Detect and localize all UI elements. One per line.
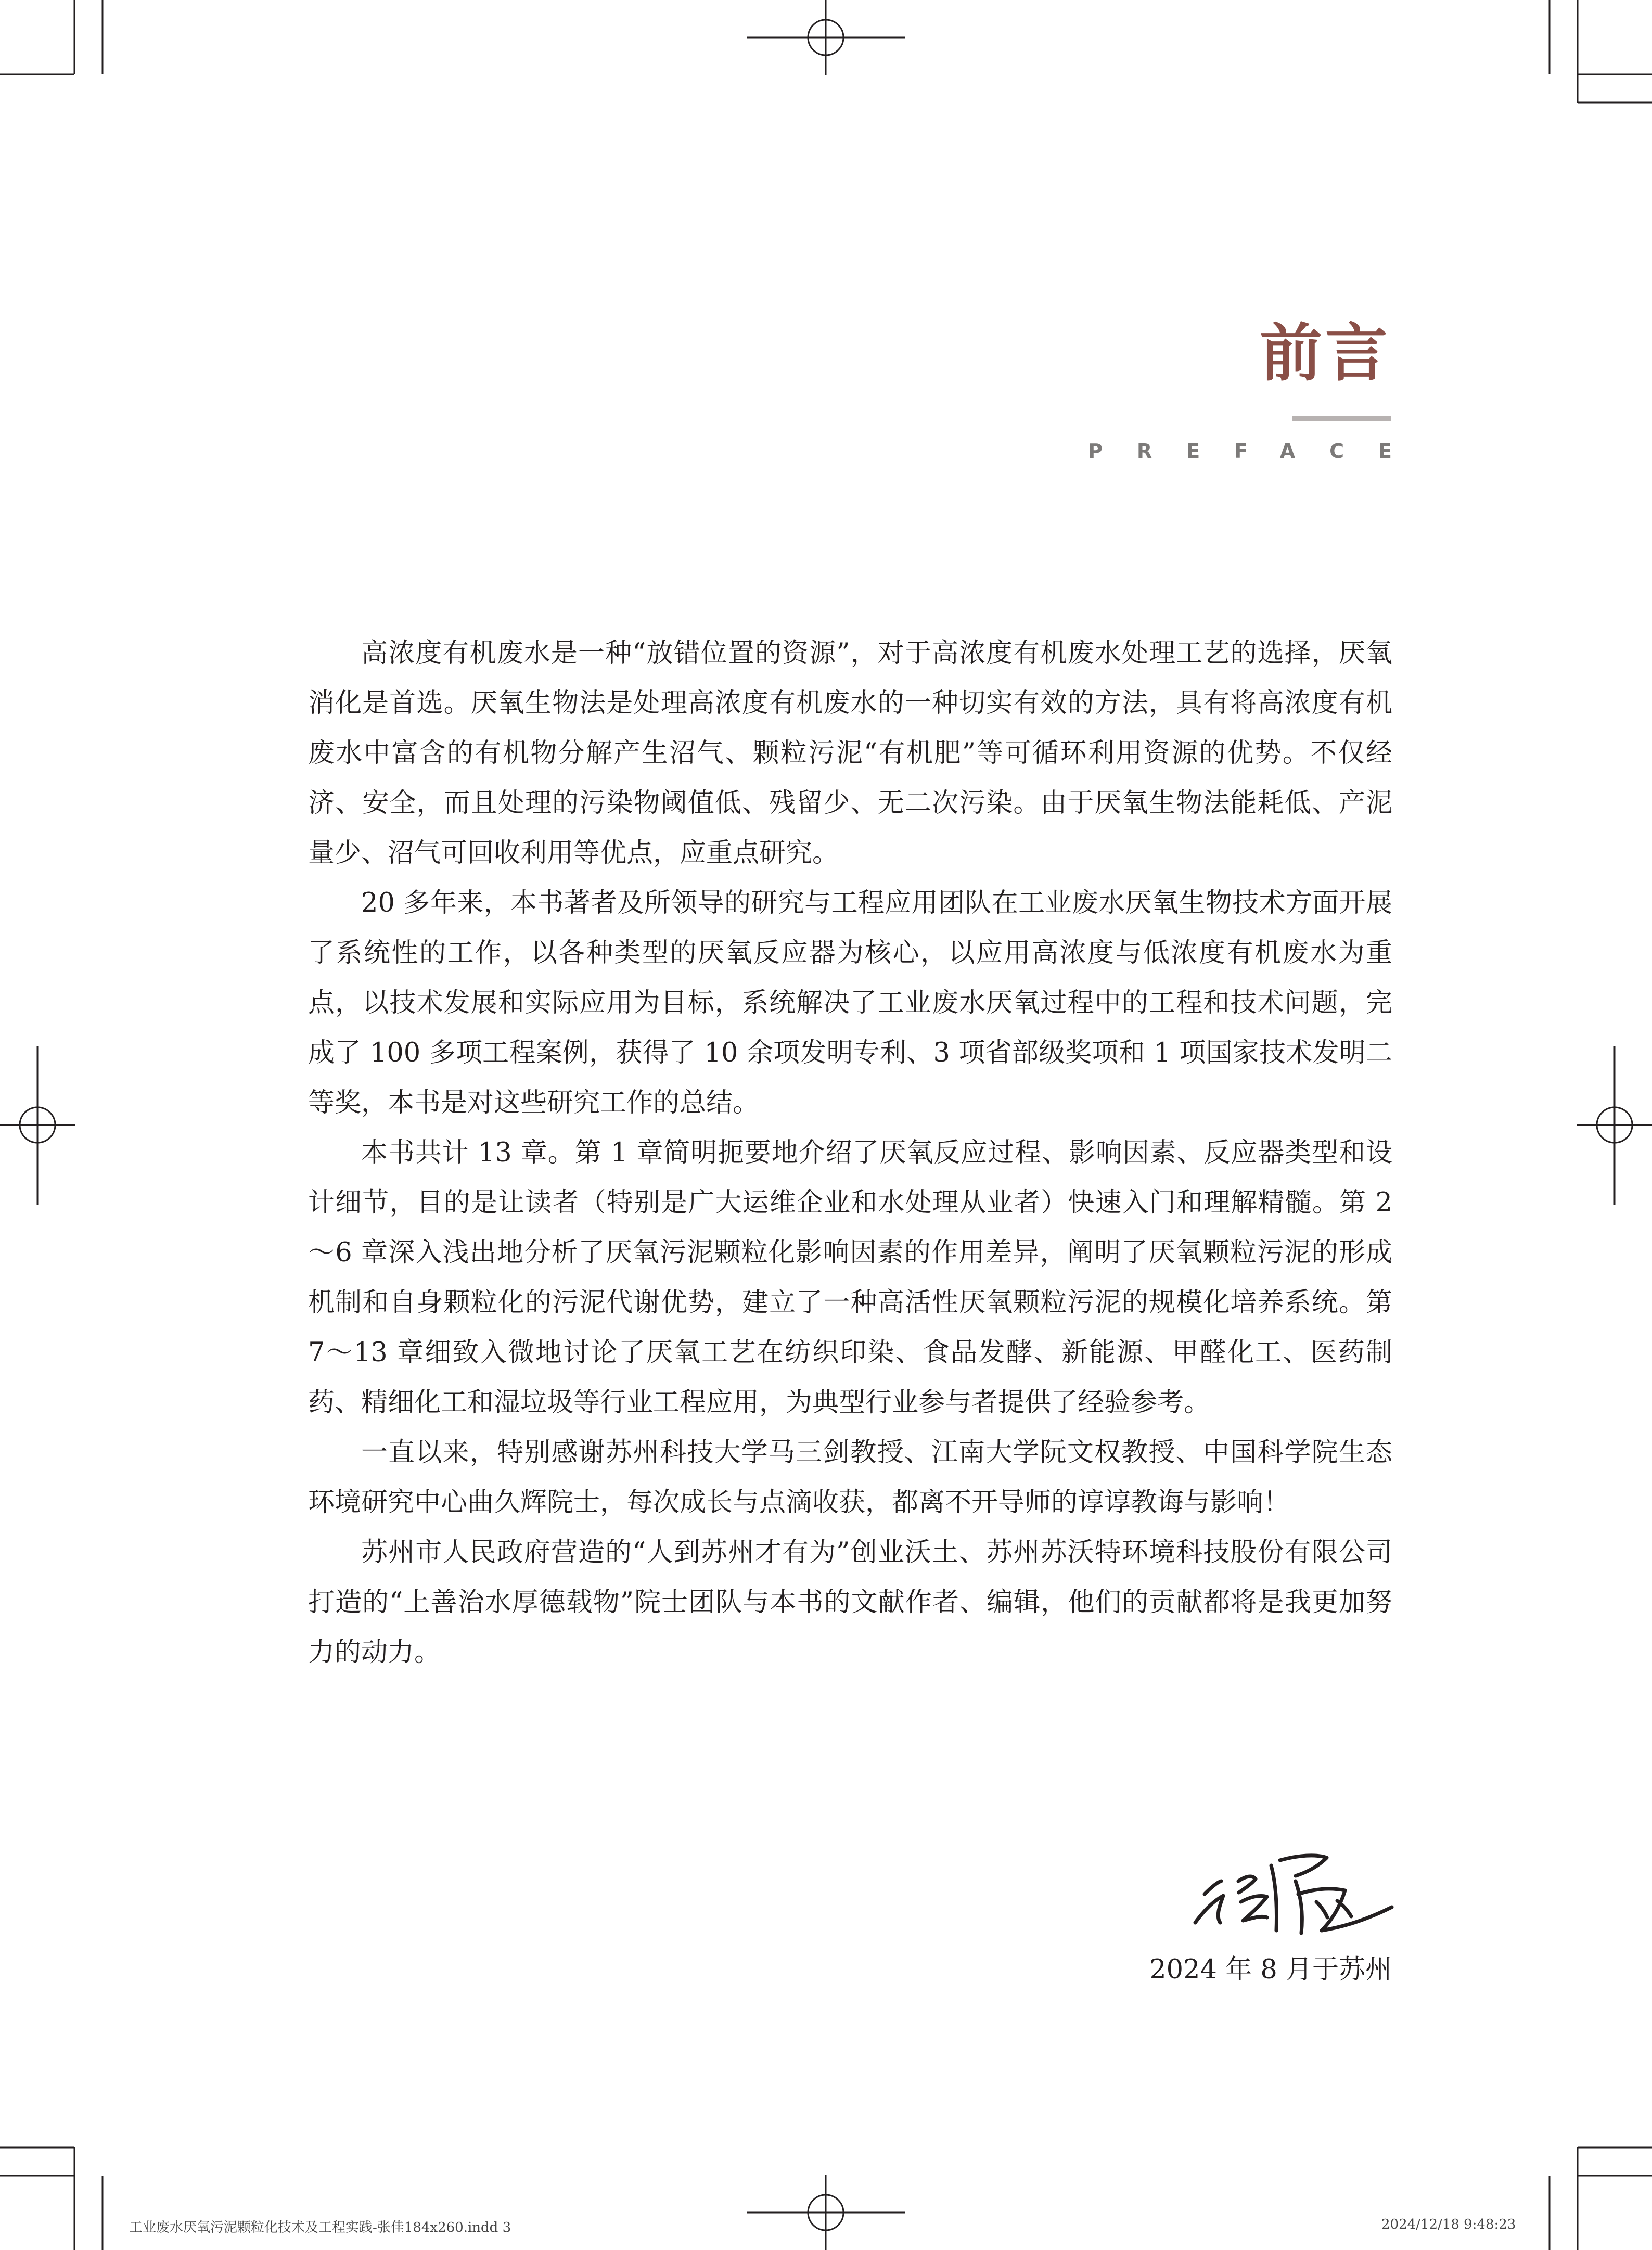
- title-divider: [1292, 416, 1391, 421]
- paragraph: 20 多年来，本书著者及所领导的研究与工程应用团队在工业废水厌氧生物技术方面开展了系统性的工作，以各种类型的厌氧反应器为核心，以应用高浓度与低浓度有机废水为重点，以技术发展和实际应用为目标，系统解决了工业废水厌氧过程中的工程和技术问题，完成了 100 多项工程案例，获得了 10 余项发明专利、3 项省部级奖项和 1 项国家技术发明二等奖，本书是对这些研究工作的总结。: [308, 888, 1392, 1118]
- paragraph: 一直以来，特别感谢苏州科技大学马三剑教授、江南大学阮文权教授、中国科学院生态环境研究中心曲久辉院士，每次成长与点滴收获，都离不开导师的谆谆教诲与影响！: [308, 1437, 1392, 1518]
- footer-filename: 工业废水厌氧污泥颗粒化技术及工程实践-张佳184x260.indd 3: [129, 2220, 511, 2235]
- page-subtitle: PREFACE: [1088, 440, 1426, 463]
- paragraph: 苏州市人民政府营造的“人到苏州才有为”创业沃土、苏州苏沃特环境科技股份有限公司打造的“上善治水厚德载物”院士团队与本书的文献作者、编辑，他们的贡献都将是我更加努力的动力。: [308, 1537, 1392, 1668]
- signature-date: 2024 年 8 月于苏州: [1149, 1954, 1392, 1985]
- footer-timestamp: 2024/12/18 9:48:23: [1381, 2217, 1516, 2232]
- handwritten-signature: [1189, 1845, 1402, 1949]
- paragraph: 本书共计 13 章。第 1 章简明扼要地介绍了厌氧反应过程、影响因素、反应器类型和设计细节，目的是让读者（特别是广大运维企业和水处理从业者）快速入门和理解精髓。第 2～6 章深入浅出地分析了厌氧污泥颗粒化影响因素的作用差异，阐明了厌氧颗粒污泥的形成机制和自身颗粒化的污泥代谢优势，建立了一种高活性厌氧颗粒污泥的规模化培养系统。第 7～13 章细致入微地讨论了厌氧工艺在纺织印染、食品发酵、新能源、甲醛化工、医药制药、精细化工和湿垃圾等行业工程应用，为典型行业参与者提供了经验参考。: [308, 1137, 1392, 1418]
- page-title: 前言: [1260, 317, 1391, 390]
- preface-body: [308, 629, 1392, 1678]
- paragraph: 高浓度有机废水是一种“放错位置的资源”，对于高浓度有机废水处理工艺的选择，厌氧消化是首选。厌氧生物法是处理高浓度有机废水的一种切实有效的方法，具有将高浓度有机废水中富含的有机物分解产生沼气、颗粒污泥“有机肥”等可循环利用资源的优势。不仅经济、安全，而且处理的污染物阈值低、残留少、无二次污染。由于厌氧生物法能耗低、产泥量少、沼气可回收利用等优点，应重点研究。: [308, 638, 1392, 868]
